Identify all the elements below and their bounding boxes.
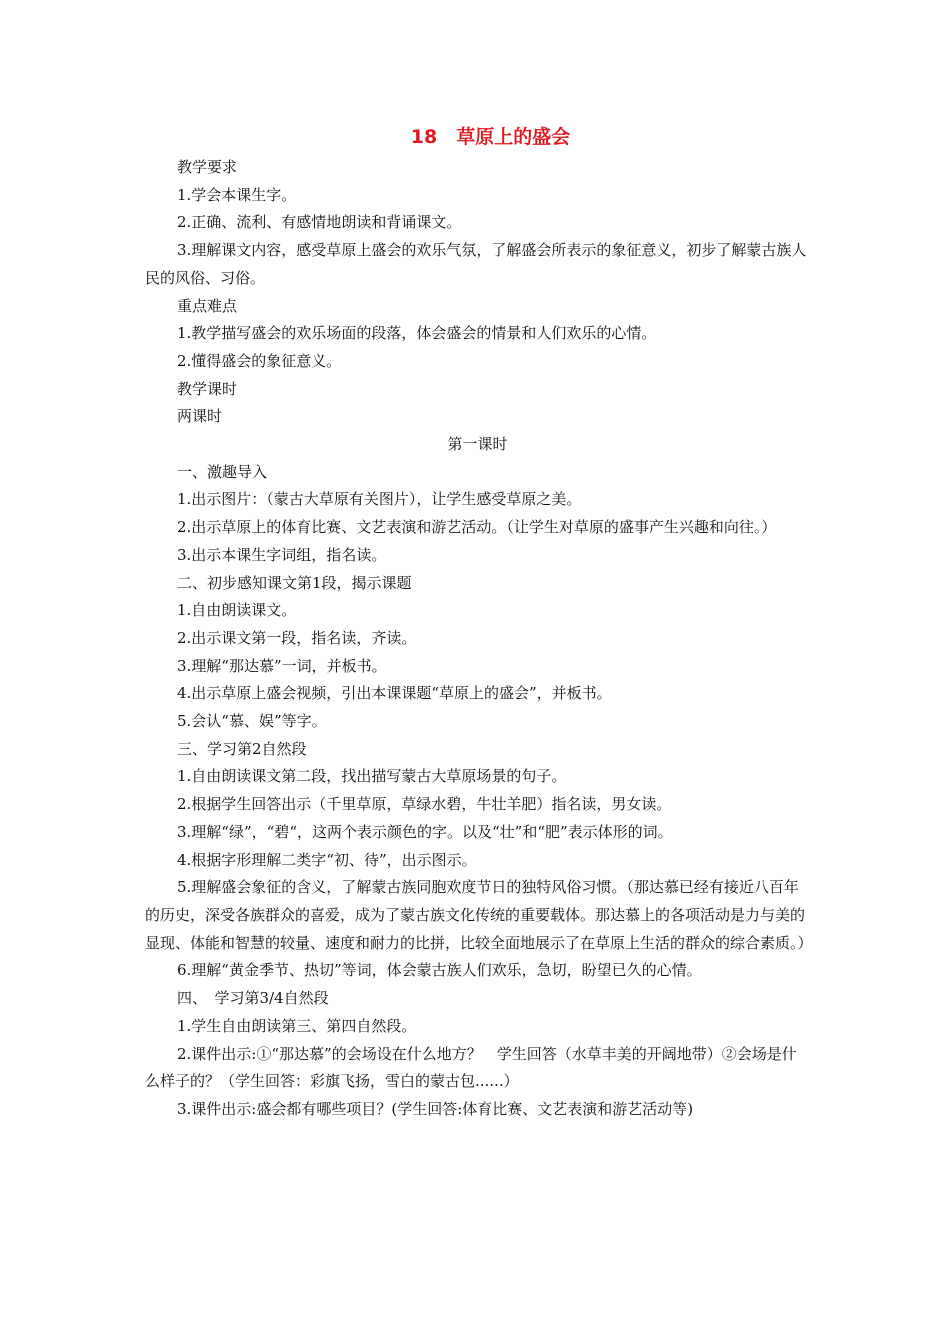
paragraph-line: 二、初步感知课文第1段，揭示课题 [177,573,412,592]
paragraph-line: 1.学会本课生字。 [177,185,297,204]
paragraph-line: 3.理解“那达慕”一词，并板书。 [177,656,387,675]
paragraph-line: 重点难点 [177,296,238,315]
document-page [145,120,813,1124]
paragraph-line: 教学课时 [177,379,238,398]
paragraph-line: 第一课时 [447,435,508,454]
paragraph-line: 3.理解“绿”，“碧“，这两个表示颜色的字。以及“壮”和“肥”表示体形的词。 [177,822,673,841]
paragraph-line: 1.学生自由朗读第三、第四自然段。 [177,1016,417,1035]
paragraph-line: 3.理解课文内容，感受草原上盛会的欢乐气氛，了解盛会所表示的象征意义，初步了解蒙古族人民的风俗、习俗。 [145,241,807,287]
paragraph-line: 3.课件出示:盛会都有哪些项目？(学生回答:体育比赛、文艺表演和游艺活动等) [177,1099,694,1118]
document-body [145,154,813,1124]
paragraph-line: 6.理解“黄金季节、热切”等词，体会蒙古族人们欢乐，急切，盼望已久的心情。 [177,961,702,980]
paragraph-line: 三、学习第2自然段 [177,739,307,758]
paragraph-line: 5.会认“慕、娱”等字。 [177,712,327,731]
paragraph-line: 一、激趣导入 [177,462,268,481]
paragraph-line: 2.出示课文第一段，指名读，齐读。 [177,628,417,647]
paragraph-line: 4.根据字形理解二类字“初、待”，出示图示。 [177,850,477,869]
paragraph-line: 4.出示草原上盛会视频，引出本课课题“草原上的盛会”，并板书。 [177,684,612,703]
paragraph-line: 两课时 [177,407,223,426]
paragraph-line: 2.课件出示:①“那达慕”的会场设在什么地方？ 学生回答（水草丰美的开阔地带）②会场是什么样子的？（学生回答：彩旗飞扬，雪白的蒙古包......） [145,1044,797,1091]
paragraph-line: 5.理解盛会象征的含义，了解蒙古族同胞欢度节日的独特风俗习惯。（那达慕已经有接近八百年的历史，深受各族群众的喜爱，成为了蒙古族文化传统的重要载体。那达慕上的各项活动是力与美的显现、体能和智慧的较量、速度和耐力的比拼，比较全面地展示了在草原上生活的群众的综合素质。） [145,878,813,952]
paragraph-line: 教学要求 [177,158,238,176]
paragraph-line: 四、 学习第3/4自然段 [177,989,329,1008]
paragraph-line: 3.出示本课生字词组，指名读。 [177,545,387,564]
paragraph-line: 2.懂得盛会的象征意义。 [177,351,342,370]
paragraph-line: 2.根据学生回答出示（千里草原，草绿水碧，牛壮羊肥）指名读，男女读。 [177,795,672,814]
paragraph-line: 2.出示草原上的体育比赛、文艺表演和游艺活动。（让学生对草原的盛事产生兴趣和向往。） [177,518,777,537]
paragraph-line: 1.出示图片：（蒙古大草原有关图片），让学生感受草原之美。 [177,490,582,509]
paragraph-line: 1.自由朗读课文第二段，找出描写蒙古大草原场景的句子。 [177,767,567,786]
paragraph-line: 1.教学描写盛会的欢乐场面的段落，体会盛会的情景和人们欢乐的心情。 [177,324,657,343]
paragraph-line: 1.自由朗读课文。 [177,601,297,620]
page-title: 18 草原上的盛会 [410,126,571,148]
paragraph-line: 2.正确、流利、有感情地朗读和背诵课文。 [177,213,462,232]
